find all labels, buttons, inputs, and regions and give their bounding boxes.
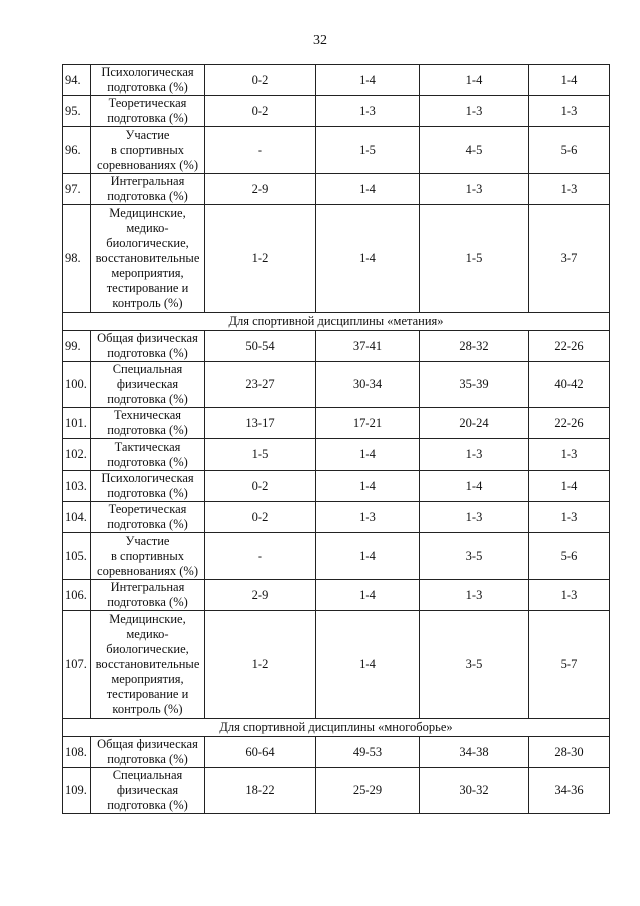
value-cell: 22-26 <box>529 331 610 362</box>
row-name: Теоретическая подготовка (%) <box>91 502 205 533</box>
value-cell: 1-5 <box>420 205 529 313</box>
value-cell: 5-6 <box>529 533 610 580</box>
value-cell: 28-30 <box>529 737 610 768</box>
value-cell: 50-54 <box>205 331 316 362</box>
value-cell: 1-3 <box>316 502 420 533</box>
value-cell: 1-5 <box>316 127 420 174</box>
row-number: 99. <box>63 331 91 362</box>
value-cell: 1-4 <box>316 611 420 719</box>
row-name: Общая физическая подготовка (%) <box>91 331 205 362</box>
value-cell: 0-2 <box>205 471 316 502</box>
value-cell: 1-4 <box>316 205 420 313</box>
value-cell: 2-9 <box>205 174 316 205</box>
value-cell: 20-24 <box>420 408 529 439</box>
value-cell: 2-9 <box>205 580 316 611</box>
value-cell: 1-3 <box>420 502 529 533</box>
row-number: 98. <box>63 205 91 313</box>
value-cell: 5-6 <box>529 127 610 174</box>
value-cell: 1-4 <box>316 174 420 205</box>
row-number: 109. <box>63 768 91 814</box>
value-cell: 1-3 <box>529 502 610 533</box>
table-row <box>63 471 610 502</box>
value-cell: 1-3 <box>316 96 420 127</box>
value-cell: 0-2 <box>205 96 316 127</box>
row-name: Интегральная подготовка (%) <box>91 174 205 205</box>
value-cell: 49-53 <box>316 737 420 768</box>
value-cell: 40-42 <box>529 362 610 408</box>
value-cell: 1-2 <box>205 205 316 313</box>
table-row <box>63 205 610 313</box>
row-number: 97. <box>63 174 91 205</box>
row-number: 94. <box>63 65 91 96</box>
value-cell: 1-4 <box>316 471 420 502</box>
row-number: 107. <box>63 611 91 719</box>
value-cell: 0-2 <box>205 65 316 96</box>
value-cell: 3-5 <box>420 611 529 719</box>
value-cell: 37-41 <box>316 331 420 362</box>
value-cell: 1-4 <box>316 533 420 580</box>
value-cell: 28-32 <box>420 331 529 362</box>
section-title: Для спортивной дисциплины «многоборье» <box>63 719 610 737</box>
value-cell: 1-3 <box>529 96 610 127</box>
value-cell: 3-7 <box>529 205 610 313</box>
row-name: Медицинские, медико-биологические, восстановительные мероприятия, тестирование и контроль (%) <box>91 611 205 719</box>
value-cell: 1-4 <box>316 439 420 471</box>
row-number: 96. <box>63 127 91 174</box>
row-name: Участие в спортивных соревнованиях (%) <box>91 127 205 174</box>
value-cell: 1-3 <box>420 439 529 471</box>
value-cell: 35-39 <box>420 362 529 408</box>
value-cell: 1-4 <box>420 471 529 502</box>
value-cell: - <box>205 127 316 174</box>
row-number: 103. <box>63 471 91 502</box>
value-cell: 1-2 <box>205 611 316 719</box>
table-row <box>63 362 610 408</box>
table-row <box>63 737 610 768</box>
training-table <box>62 64 610 814</box>
table-row <box>63 533 610 580</box>
row-number: 95. <box>63 96 91 127</box>
row-name: Участие в спортивных соревнованиях (%) <box>91 533 205 580</box>
value-cell: 1-3 <box>529 174 610 205</box>
value-cell: 30-34 <box>316 362 420 408</box>
row-number: 104. <box>63 502 91 533</box>
section-header-row <box>63 313 610 331</box>
value-cell: 1-4 <box>316 580 420 611</box>
table-row <box>63 65 610 96</box>
value-cell: 1-3 <box>529 580 610 611</box>
table-row <box>63 127 610 174</box>
value-cell: 1-3 <box>529 439 610 471</box>
table-row <box>63 611 610 719</box>
value-cell: 13-17 <box>205 408 316 439</box>
row-number: 101. <box>63 408 91 439</box>
value-cell: 1-3 <box>420 174 529 205</box>
value-cell: 4-5 <box>420 127 529 174</box>
table-row <box>63 439 610 471</box>
row-name: Психологическая подготовка (%) <box>91 471 205 502</box>
page-number: 32 <box>313 33 327 48</box>
value-cell: 1-4 <box>316 65 420 96</box>
row-name: Тактическая подготовка (%) <box>91 439 205 471</box>
row-name: Специальная физическая подготовка (%) <box>91 768 205 814</box>
table-row <box>63 331 610 362</box>
row-name: Интегральная подготовка (%) <box>91 580 205 611</box>
value-cell: 3-5 <box>420 533 529 580</box>
row-name: Техническая подготовка (%) <box>91 408 205 439</box>
value-cell: 34-36 <box>529 768 610 814</box>
row-name: Общая физическая подготовка (%) <box>91 737 205 768</box>
table-row <box>63 96 610 127</box>
row-name: Специальная физическая подготовка (%) <box>91 362 205 408</box>
value-cell: 1-3 <box>420 96 529 127</box>
value-cell: 22-26 <box>529 408 610 439</box>
row-number: 108. <box>63 737 91 768</box>
value-cell: 1-4 <box>529 471 610 502</box>
row-number: 102. <box>63 439 91 471</box>
value-cell: 1-4 <box>420 65 529 96</box>
value-cell: 1-5 <box>205 439 316 471</box>
value-cell: 25-29 <box>316 768 420 814</box>
section-header-row <box>63 719 610 737</box>
value-cell: 34-38 <box>420 737 529 768</box>
table-row <box>63 502 610 533</box>
section-title: Для спортивной дисциплины «метания» <box>63 313 610 331</box>
value-cell: 1-3 <box>420 580 529 611</box>
table-row <box>63 580 610 611</box>
value-cell: 30-32 <box>420 768 529 814</box>
row-name: Медицинские, медико-биологические, восстановительные мероприятия, тестирование и контроль (%) <box>91 205 205 313</box>
row-name: Теоретическая подготовка (%) <box>91 96 205 127</box>
table-row <box>63 174 610 205</box>
value-cell: 0-2 <box>205 502 316 533</box>
value-cell: 23-27 <box>205 362 316 408</box>
table-row <box>63 408 610 439</box>
value-cell: 1-4 <box>529 65 610 96</box>
table-row <box>63 768 610 814</box>
value-cell: 60-64 <box>205 737 316 768</box>
row-name: Психологическая подготовка (%) <box>91 65 205 96</box>
row-number: 100. <box>63 362 91 408</box>
value-cell: - <box>205 533 316 580</box>
row-number: 105. <box>63 533 91 580</box>
value-cell: 5-7 <box>529 611 610 719</box>
value-cell: 17-21 <box>316 408 420 439</box>
value-cell: 18-22 <box>205 768 316 814</box>
row-number: 106. <box>63 580 91 611</box>
